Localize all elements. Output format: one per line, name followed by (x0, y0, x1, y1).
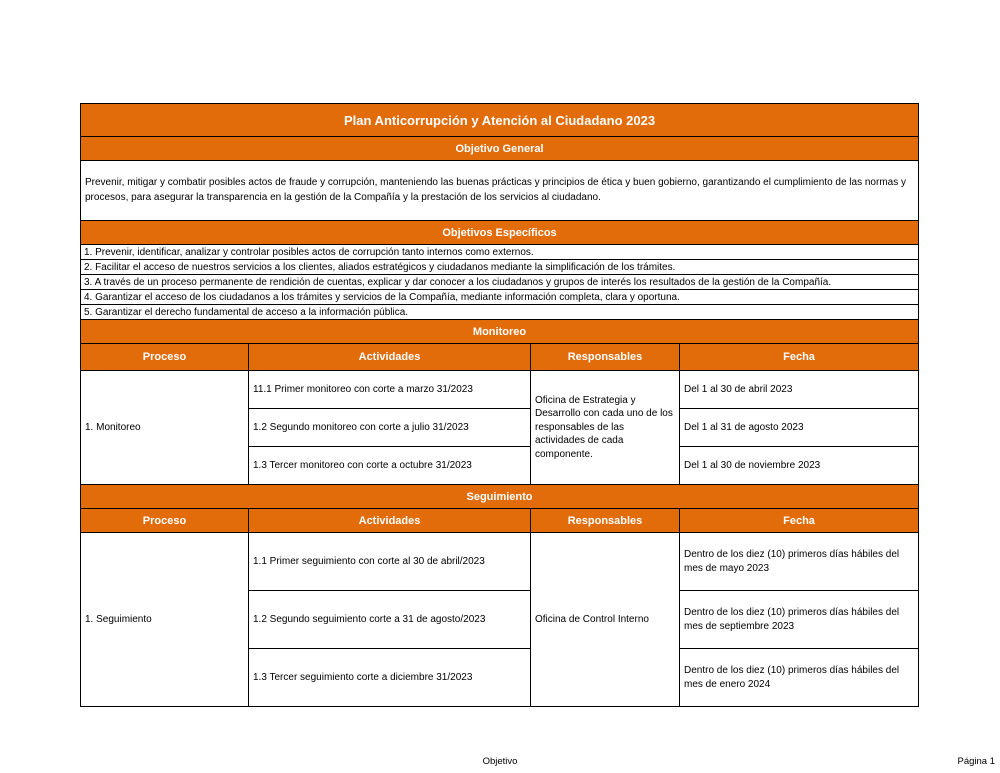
monitoreo-fecha-cell: Del 1 al 30 de noviembre 2023 (680, 447, 919, 485)
seguimiento-proceso-cell: 1. Seguimiento (81, 533, 249, 707)
monitoreo-fecha-cell: Del 1 al 31 de agosto 2023 (680, 409, 919, 447)
monitoreo-actividad-cell: 1.3 Tercer monitoreo con corte a octubre 31/2023 (249, 447, 531, 485)
table-row (81, 371, 919, 409)
objetivo-especifico-item: 3. A través de un proceso permanente de rendición de cuentas, explicar y dar conocer a los ciudadanos y grupos de interés los resultados de la gestión de la Compañía. (81, 275, 919, 290)
monitoreo-actividad-cell: 11.1 Primer monitoreo con corte a marzo 31/2023 (249, 371, 531, 409)
objetivo-especifico-item: 5. Garantizar el derecho fundamental de acceso a la información pública. (81, 305, 919, 320)
monitoreo-column-header-fecha: Fecha (680, 344, 919, 371)
seguimiento-column-header-actividades: Actividades (249, 509, 531, 533)
monitoreo-proceso-cell: 1. Monitoreo (81, 371, 249, 485)
section-heading-objetivos-especificos: Objetivos Específicos (81, 221, 919, 245)
monitoreo-column-header-proceso: Proceso (81, 344, 249, 371)
page-title: Plan Anticorrupción y Atención al Ciudadano 2023 (81, 104, 919, 137)
objetivo-especifico-item: 2. Facilitar el acceso de nuestros servicios a los clientes, aliados estratégicos y ciudadanos mediante la simplificación de los trámites. (81, 260, 919, 275)
seguimiento-actividad-cell: 1.1 Primer seguimiento con corte al 30 de abril/2023 (249, 533, 531, 591)
plan-table (80, 103, 919, 707)
section-heading-objetivo-general: Objetivo General (81, 137, 919, 161)
seguimiento-actividad-cell: 1.3 Tercer seguimiento corte a diciembre 31/2023 (249, 649, 531, 707)
monitoreo-column-header-responsables: Responsables (531, 344, 680, 371)
seguimiento-column-header-proceso: Proceso (81, 509, 249, 533)
seguimiento-column-header-fecha: Fecha (680, 509, 919, 533)
seguimiento-responsable-cell: Oficina de Control Interno (531, 533, 680, 707)
objetivo-especifico-item: 4. Garantizar el acceso de los ciudadanos a los trámites y servicios de la Compañía, mediante información completa, clara y oportuna. (81, 290, 919, 305)
seguimiento-fecha-cell: Dentro de los diez (10) primeros días hábiles del mes de septiembre 2023 (680, 591, 919, 649)
seguimiento-fecha-cell: Dentro de los diez (10) primeros días hábiles del mes de enero 2024 (680, 649, 919, 707)
footer-sheet-name: Objetivo (482, 756, 518, 767)
monitoreo-column-header-actividades: Actividades (249, 344, 531, 371)
monitoreo-actividad-cell: 1.2 Segundo monitoreo con corte a julio 31/2023 (249, 409, 531, 447)
footer-page-number: Página 1 (957, 756, 995, 767)
seguimiento-column-header-responsables: Responsables (531, 509, 680, 533)
monitoreo-fecha-cell: Del 1 al 30 de abril 2023 (680, 371, 919, 409)
seguimiento-fecha-cell: Dentro de los diez (10) primeros días hábiles del mes de mayo 2023 (680, 533, 919, 591)
table-row (81, 533, 919, 591)
monitoreo-responsable-cell: Oficina de Estrategia y Desarrollo con cada uno de los responsables de las actividades de cada componente. (531, 371, 680, 485)
seguimiento-actividad-cell: 1.2 Segundo seguimiento corte a 31 de agosto/2023 (249, 591, 531, 649)
section-heading-seguimiento: Seguimiento (81, 485, 919, 509)
objetivo-especifico-item: 1. Prevenir, identificar, analizar y controlar posibles actos de corrupción tanto internos como externos. (81, 245, 919, 260)
objetivo-general-text: Prevenir, mitigar y combatir posibles actos de fraude y corrupción, manteniendo las buenas prácticas y principios de ética y buen gobierno, garantizando el cumplimiento de las normas y procesos, para asegurar la transparencia en la gestión de la Compañía y la prestación de los servicios al ciudadano. (81, 161, 919, 221)
section-heading-monitoreo: Monitoreo (81, 320, 919, 344)
